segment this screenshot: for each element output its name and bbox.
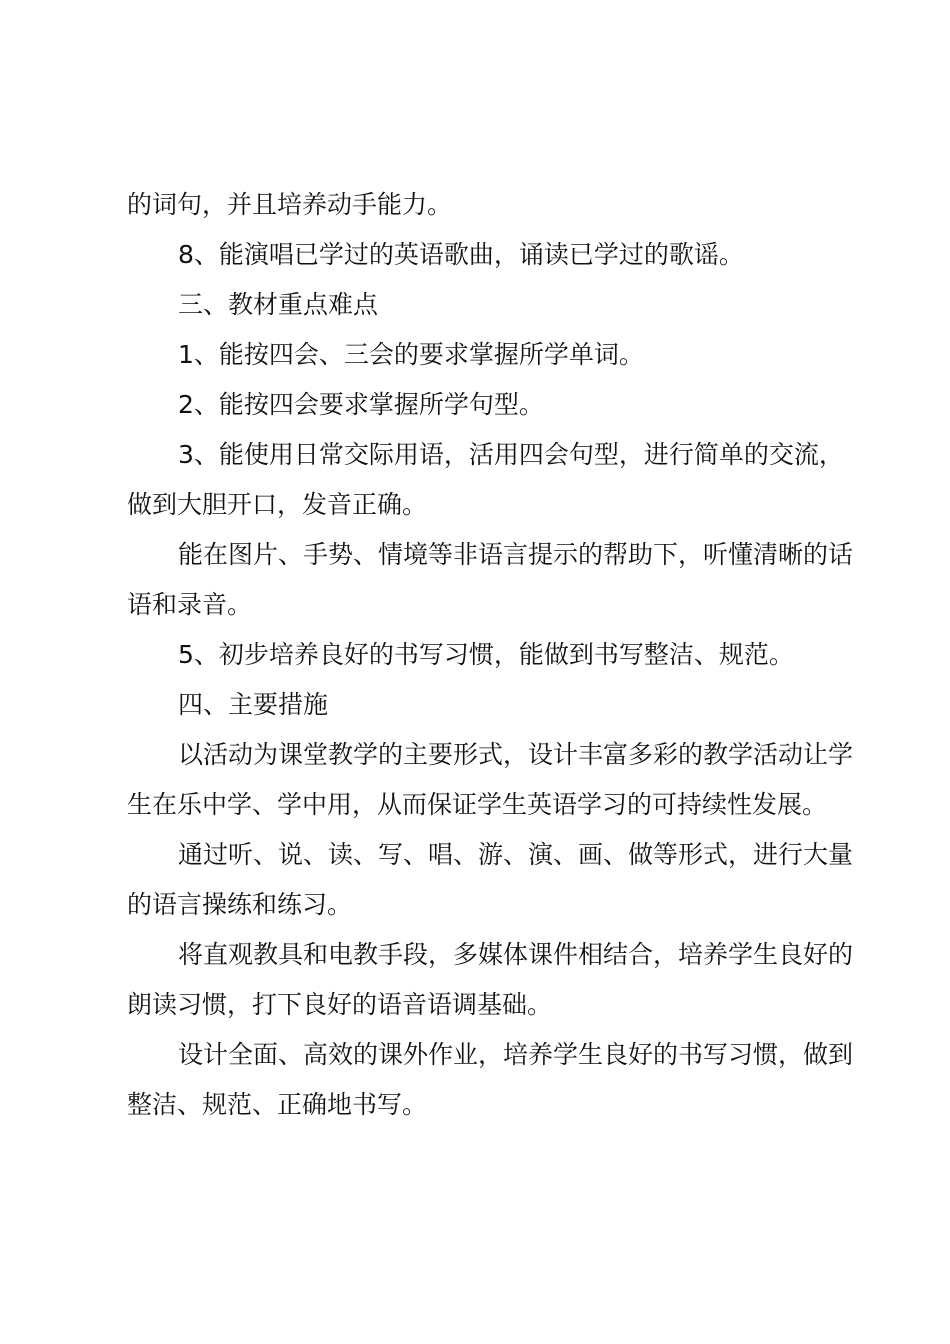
paragraph-point-3: 3、能使用日常交际用语，活用四会句型，进行简单的交流，做到大胆开口，发音正确。 [127, 440, 844, 519]
paragraph-measure-3: 将直观教具和电教手段，多媒体课件相结合，培养学生良好的朗读习惯，打下良好的语音语调基础。 [127, 940, 854, 1019]
paragraph-item-8: 8、能演唱已学过的英语歌曲，诵读已学过的歌谣。 [178, 240, 744, 269]
paragraph-continuation: 的词句，并且培养动手能力。 [127, 190, 453, 219]
section-heading-4: 四、主要措施 [178, 690, 329, 719]
section-heading-3: 三、教材重点难点 [178, 290, 379, 319]
paragraph-point-2: 2、能按四会要求掌握所学句型。 [178, 390, 544, 419]
paragraph-point-5: 5、初步培养良好的书写习惯，能做到书写整洁、规范。 [178, 640, 794, 669]
paragraph-point-1: 1、能按四会、三会的要求掌握所学单词。 [178, 340, 644, 369]
paragraph-measure-1: 以活动为课堂教学的主要形式，设计丰富多彩的教学活动让学生在乐中学、学中用，从而保证学生英语学习的可持续性发展。 [127, 740, 854, 819]
document-body [127, 180, 857, 1130]
paragraph-point-4: 能在图片、手势、情境等非语言提示的帮助下，听懂清晰的话语和录音。 [127, 540, 854, 619]
paragraph-measure-2: 通过听、说、读、写、唱、游、演、画、做等形式，进行大量的语言操练和练习。 [127, 840, 854, 919]
paragraph-measure-4: 设计全面、高效的课外作业，培养学生良好的书写习惯，做到整洁、规范、正确地书写。 [127, 1040, 854, 1119]
